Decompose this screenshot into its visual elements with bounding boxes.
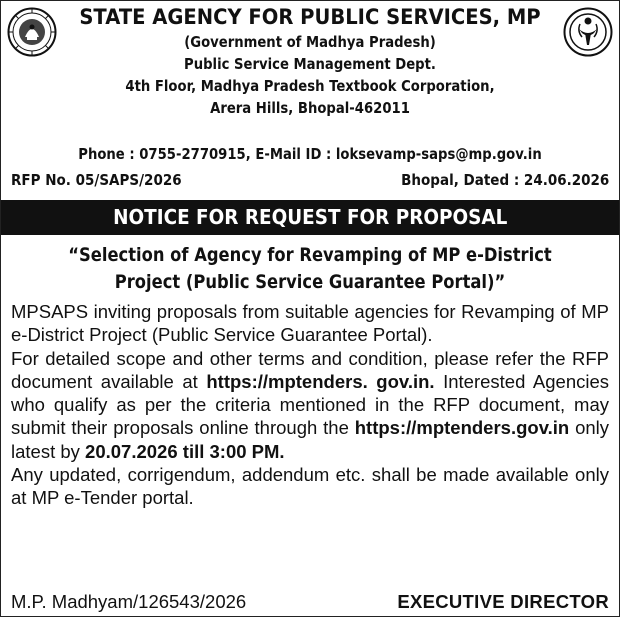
rfp-row (11, 169, 609, 191)
address-line-1: 4th Floor, Madhya Pradesh Textbook Corporation, (125, 77, 495, 95)
tender-link-1[interactable]: https://mptenders. gov.in. (206, 370, 435, 392)
subject-line-1: “Selection of Agency for Revamping of MP e-District (68, 244, 552, 266)
details-text-a: For detailed scope and other terms and condition, please refer the RFP document available at (11, 347, 609, 392)
subject-line-2: Project (Public Service Guarantee Portal)” (114, 271, 506, 293)
tender-link-2[interactable]: https://mptenders.gov.in (354, 417, 570, 439)
rfp-date: Bhopal, Dated : 24.06.2026 (400, 171, 609, 189)
notice-title-banner (1, 200, 619, 235)
subject (11, 242, 609, 296)
dept-line: Public Service Management Dept. (184, 55, 436, 73)
notice-title: NOTICE FOR REQUEST FOR PROPOSAL (112, 205, 508, 229)
mp-government-emblem-icon (7, 7, 57, 57)
deadline: 20.07.2026 till 3:00 PM. (85, 440, 285, 462)
release-ref: M.P. Madhyam/126543/2026 (11, 591, 247, 612)
govt-line: (Government of Madhya Pradesh) (184, 33, 436, 51)
address-line-2: Arera Hills, Bhopal-462011 (210, 99, 410, 117)
contact-line: Phone : 0755-2770915, E-Mail ID : loksevamp-saps@mp.gov.in (78, 145, 542, 163)
signatory: EXECUTIVE DIRECTOR (397, 591, 609, 612)
org-name: STATE AGENCY FOR PUBLIC SERVICES, MP (79, 5, 541, 29)
rfp-number: RFP No. 05/SAPS/2026 (11, 171, 182, 189)
saps-emblem-icon (563, 7, 613, 57)
paragraph-details (11, 347, 609, 463)
footer (11, 590, 609, 614)
paragraph-updates: Any updated, corrigendum, addendum etc. shall be made available only at MP e-Tender portal. (11, 464, 609, 509)
details-text-b: Interested Agencies who qualify as per the criteria mentioned in the RFP document, may submit their proposals online through the (11, 370, 610, 439)
notice-body (11, 300, 609, 510)
paragraph-intro: MPSAPS inviting proposals from suitable agencies for Revamping of MP e-District Project (Public Service Guarantee Portal). (11, 301, 609, 346)
letterhead (61, 3, 559, 119)
details-text-c: only latest by (11, 417, 610, 462)
